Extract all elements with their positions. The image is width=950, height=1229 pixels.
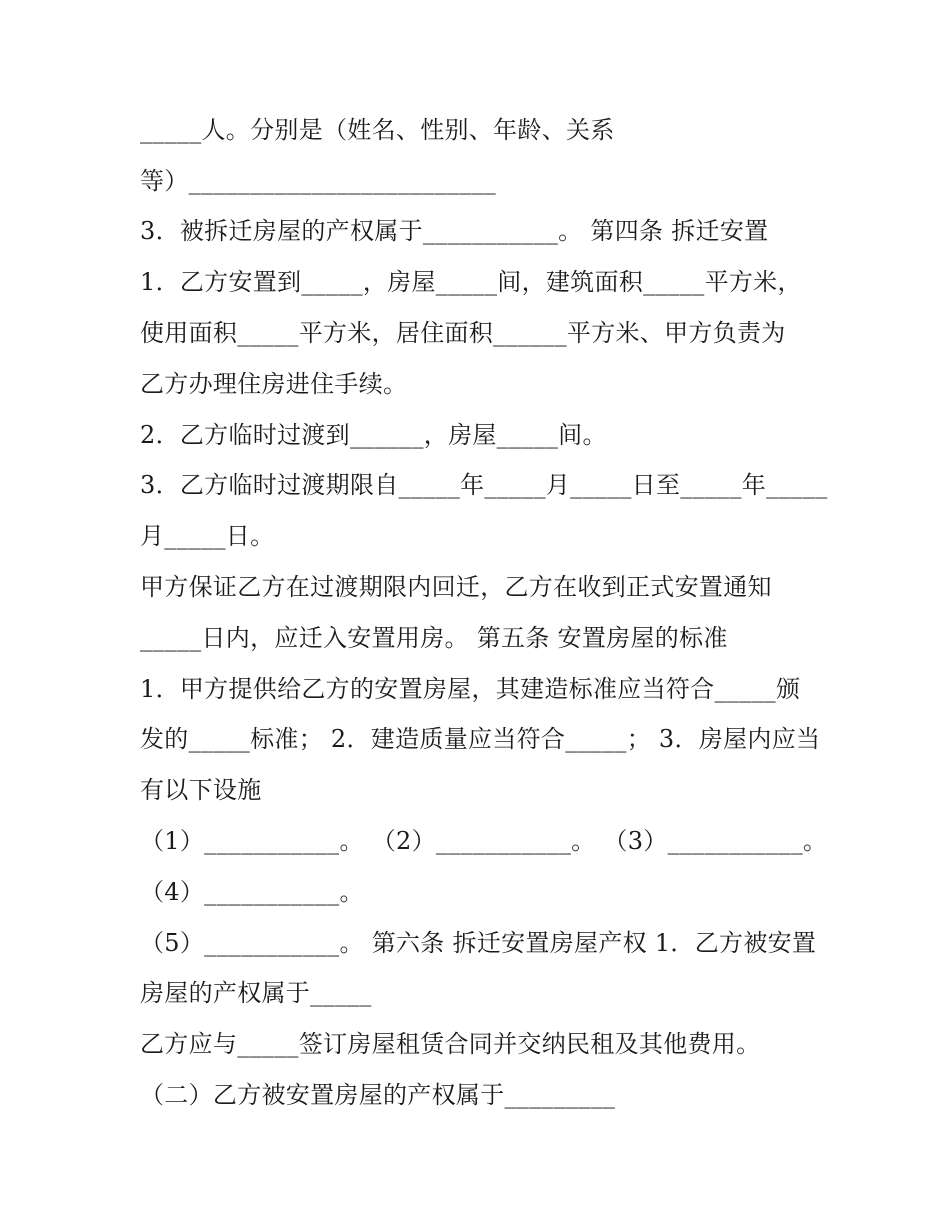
text-line: 3．乙方临时过渡期限自_____年_____月_____日至_____年_____	[140, 471, 828, 499]
text-line: 3．被拆迁房屋的产权属于___________。 第四条 拆迁安置	[140, 217, 769, 245]
text-line: 乙方应与_____签订房屋租赁合同并交纳民租及其他费用。	[140, 1030, 761, 1058]
text-line: 等）_________________________	[140, 167, 497, 195]
text-line: 使用面积_____平方米，居住面积______平方米、甲方负责为	[140, 319, 786, 347]
text-line: _____日内，应迁入安置用房。 第五条 安置房屋的标准	[140, 624, 728, 652]
text-line: 有以下设施	[140, 776, 262, 804]
text-line: （5）___________。 第六条 拆迁安置房屋产权 1．乙方被安置	[140, 929, 817, 957]
text-line: 2．乙方临时过渡到______，房屋_____间。	[140, 421, 607, 449]
text-line: 发的_____标准； 2．建造质量应当符合_____； 3．房屋内应当	[140, 725, 821, 753]
text-line: 乙方办理住房进住手续。	[140, 370, 408, 398]
text-line: 甲方保证乙方在过渡期限内回迁，乙方在收到正式安置通知	[140, 573, 772, 601]
text-line: 月_____日。	[140, 522, 275, 550]
text-line: （二）乙方被安置房屋的产权属于_________	[140, 1081, 616, 1109]
text-line: （1）___________。 （2）___________。 （3）___________。	[140, 827, 828, 855]
text-line: 1．乙方安置到_____，房屋_____间，建筑面积_____平方米，	[140, 268, 802, 296]
text-line: 房屋的产权属于_____	[140, 979, 372, 1007]
text-line: 1．甲方提供给乙方的安置房屋，其建造标准应当符合_____颁	[140, 675, 801, 703]
text-line: （4）___________。	[140, 878, 364, 906]
text-line: _____人。分别是（姓名、性别、年龄、关系	[140, 116, 615, 144]
